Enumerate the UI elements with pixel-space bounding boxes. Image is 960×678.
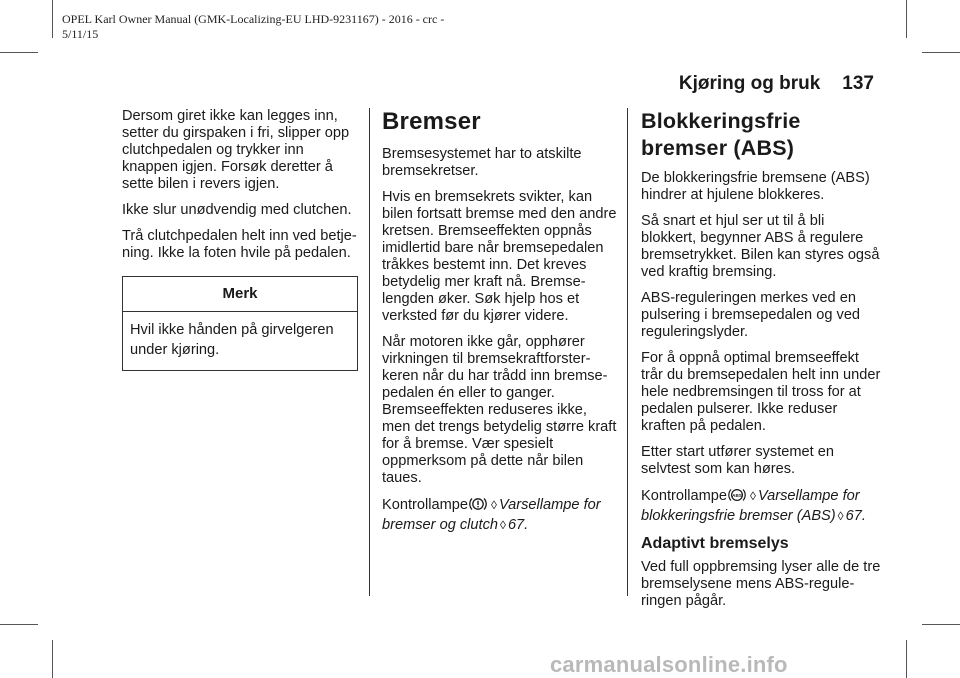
paragraph: Hvis en bremsekrets svikter, kan bilen fortsatt bremse med den andre kretsen. Bremseeffekten oppnås imidlertid bare når bremsepedalen tråkkes bestemt inn. Det kreves betydelig mer kraft nå. Bremse-lengden øker. Søk hjelp hos et verksted før du kjører videre. [382, 189, 617, 324]
subheading-adaptive-brake-light: Adaptivt bremselys [641, 535, 789, 552]
note-box [122, 276, 358, 371]
paragraph: Ikke slur unødvendig med clutchen. [122, 202, 352, 218]
paragraph: Etter start utfører systemet en selvtest som kan høres. [641, 444, 835, 477]
crop-mark [922, 52, 960, 53]
column-divider [627, 108, 628, 596]
paragraph: Ved full oppbremsing lyser alle de tre bremselysene mens ABS-regule-ringen pågår. [641, 559, 881, 609]
crop-mark [906, 0, 907, 38]
paragraph: ABS-reguleringen merkes ved en pulsering i bremsepedalen og ved reguleringslyder. [641, 290, 861, 340]
abs-warning-icon [728, 487, 746, 508]
heading-line: Blokkeringsfrie [641, 109, 801, 133]
column-3 [641, 108, 881, 619]
crop-mark [906, 640, 907, 678]
crop-mark [52, 640, 53, 678]
crop-mark [0, 624, 38, 625]
note-body: Hvil ikke hånden på girvelgeren under kjøring. [130, 322, 334, 358]
column-2 [382, 108, 618, 543]
abs-icon-text: ABS [732, 493, 742, 498]
reference-page[interactable]: 67. [845, 508, 866, 524]
watermark: carmanualsonline.info [550, 652, 788, 677]
running-header [679, 73, 874, 95]
reference-prefix: Kontrollampe [641, 488, 727, 504]
abs-lamp-reference [641, 487, 881, 525]
cross-reference-symbol: ◊ [750, 489, 756, 503]
chapter-title: Kjøring og bruk [678, 73, 821, 94]
brake-warning-icon [469, 496, 487, 517]
reference-page[interactable]: 67. [507, 517, 529, 533]
print-metadata [62, 12, 502, 42]
paragraph: Trå clutchpedalen helt inn ved betje-ning. Ikke la foten hvile på pedalen. [122, 228, 357, 261]
reference-prefix: Kontrollampe [382, 497, 468, 513]
section-heading-bremser: Bremser [382, 108, 481, 135]
paragraph: For å oppnå optimal bremseeffekt trår du bremsepedalen helt inn under hele nedbremsingen til tross for at pedalen pulserer. Ikke reduser kraften på pedalen. [641, 350, 881, 434]
section-heading-abs [641, 108, 881, 162]
crop-mark [0, 52, 38, 53]
cross-reference-symbol: ◊ [491, 498, 497, 512]
reference-link[interactable]: Varsellampe for bremser og clutch [382, 497, 601, 533]
column-divider [369, 108, 370, 596]
paragraph: Dersom giret ikke kan legges inn, setter du girspaken i fri, slipper opp clutchpedalen og trykker inn knappen igjen. Forsøk deretter å sette bilen i revers igjen. [122, 108, 350, 192]
paragraph: Bremsesystemet har to atskilte bremsekretser. [382, 146, 582, 179]
paragraph: De blokkeringsfrie bremsene (ABS) hindrer at hjulene blokkeres. [641, 170, 870, 203]
cross-reference-symbol: ◊ [500, 518, 506, 532]
paragraph: Når motoren ikke går, opphører virkningen til bremsekraftforster-keren når du har trådd inn bremse-pedalen én eller to ganger. Bremseeffekten reduseres ikke, men det trengs betydelig større kraft for å bremse. Vær spesielt oppmerksom på dette når bilen taues. [382, 334, 617, 486]
crop-mark [52, 0, 53, 38]
warning-lamp-reference [382, 496, 618, 534]
note-heading: Merk [123, 277, 357, 312]
print-metadata-line: OPEL Karl Owner Manual (GMK-Localizing-EU LHD-9231167) - 2016 - crc - [62, 12, 445, 26]
paragraph: Så snart et hjul ser ut til å bli blokkert, begynner ABS å regulere bremsetrykket. Bilen kan styres også ved kraftig bremsing. [641, 213, 880, 280]
crop-mark [922, 624, 960, 625]
heading-line: bremser (ABS) [641, 136, 795, 160]
column-1 [122, 108, 358, 371]
cross-reference-symbol: ◊ [837, 509, 844, 523]
page-number: 137 [842, 73, 874, 94]
reference-link[interactable]: Varsellampe for blokkeringsfrie bremser (ABS) [641, 488, 860, 524]
print-metadata-date: 5/11/15 [62, 27, 99, 41]
